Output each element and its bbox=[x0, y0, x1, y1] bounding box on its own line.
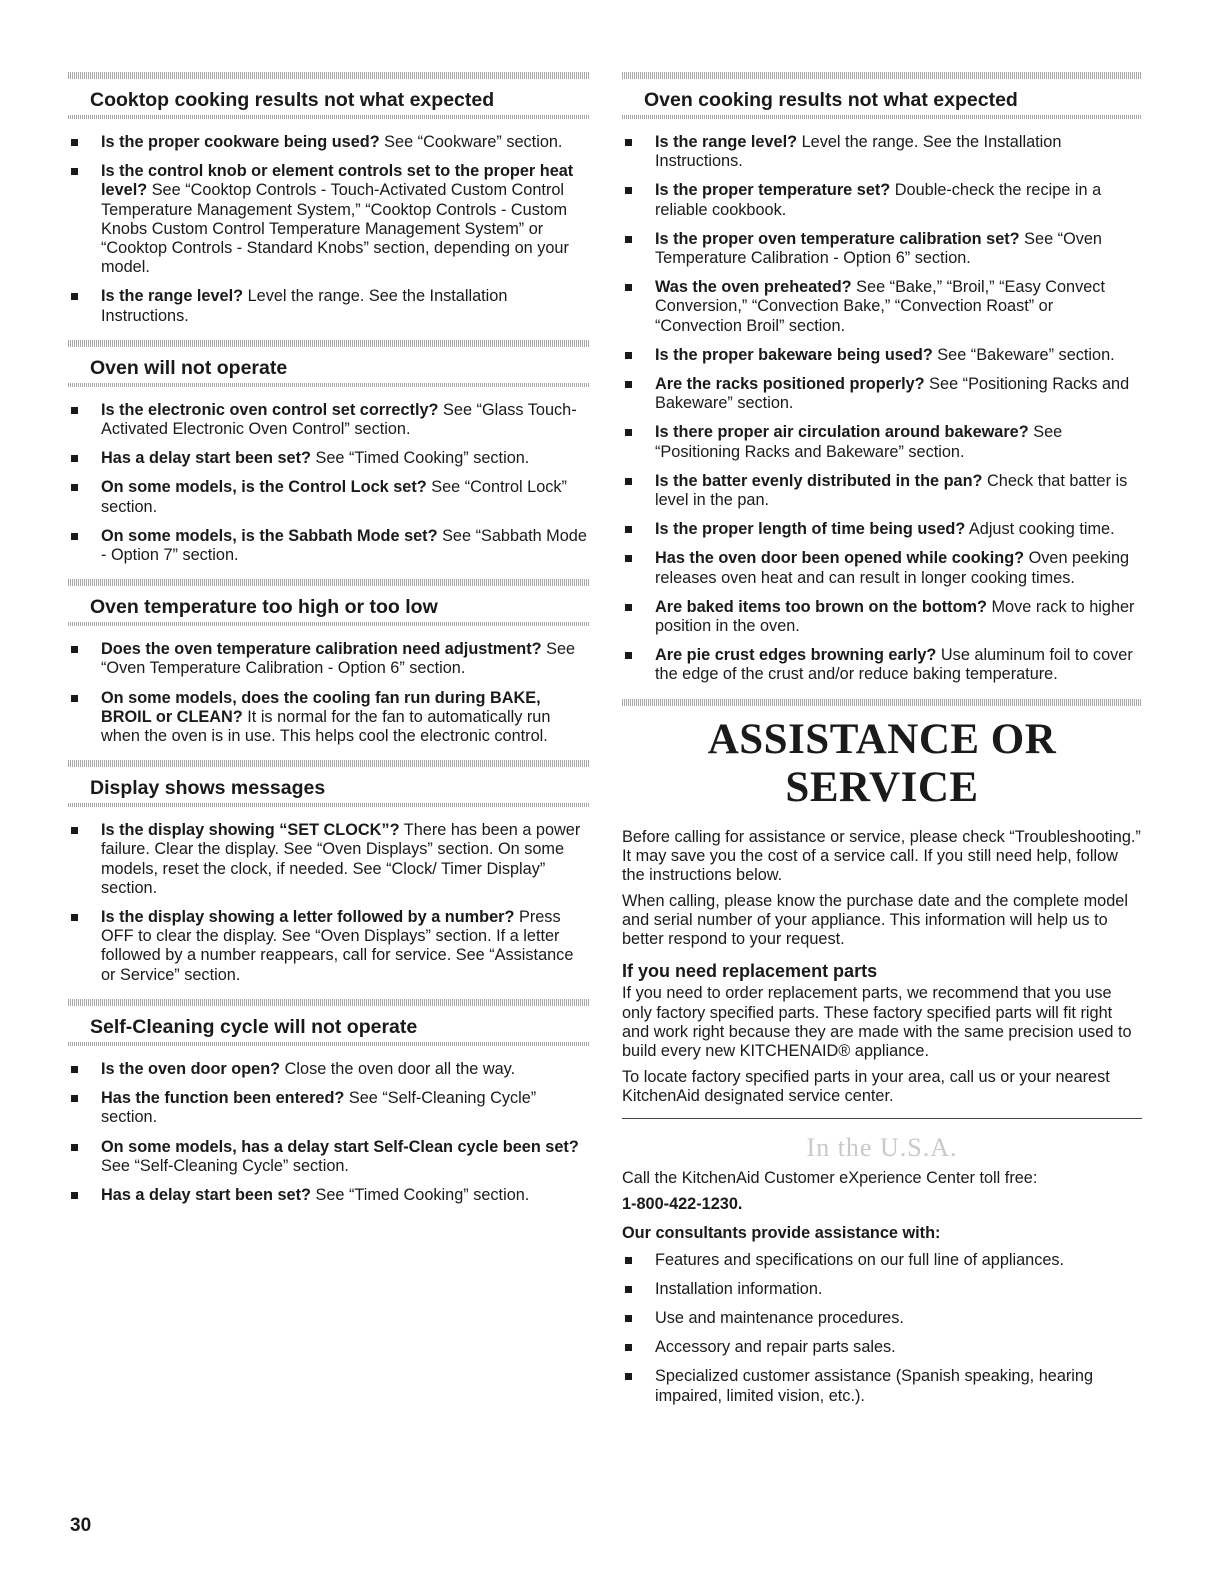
list-item bbox=[68, 478, 590, 516]
section-title: Oven will not operate bbox=[90, 356, 288, 379]
list-item bbox=[68, 1186, 590, 1205]
answer: See “Oven Temperature Calibration - Option 6” section. bbox=[101, 640, 576, 678]
answer: Press OFF to clear the display. See “Oven Displays” section. If a letter followed by a number reappears, call for service. See “Assistance or Service” section. bbox=[101, 908, 574, 984]
list-item bbox=[68, 1089, 590, 1127]
section-title: Self-Cleaning cycle will not operate bbox=[90, 1015, 418, 1038]
answer: See “Control Lock” section. bbox=[101, 478, 567, 516]
question: On some models, is the Control Lock set? bbox=[101, 478, 427, 497]
answer: See “Glass Touch-Activated Electronic Oven Control” section. bbox=[101, 400, 577, 439]
question: Is the proper temperature set? bbox=[655, 181, 891, 200]
list-item bbox=[68, 640, 590, 678]
consultants-heading: Our consultants provide assistance with: bbox=[622, 1223, 941, 1242]
question: Is the proper length of time being used? bbox=[655, 520, 966, 539]
question: Is the range level? bbox=[101, 287, 244, 306]
list-item bbox=[68, 449, 590, 468]
question: Is the display showing a letter followed by a number? bbox=[101, 908, 515, 927]
answer: See “Cookware” section. bbox=[379, 133, 563, 151]
question: Is the proper oven temperature calibration set? bbox=[655, 229, 1020, 248]
list-item bbox=[622, 598, 1142, 636]
list-item bbox=[622, 230, 1142, 268]
question: On some models, does the cooling fan run during BAKE, BROIL or CLEAN? bbox=[101, 688, 541, 726]
list-item bbox=[622, 520, 1142, 539]
question: Are baked items too brown on the bottom? bbox=[655, 597, 987, 616]
replacement-parts-text: If you need to order replacement parts, we recommend that you use only factory specified parts. These factory specified parts will fit right and work right because they are made with the same precision used to build every new KITCHENAID® appliance. bbox=[622, 984, 1132, 1061]
list-item bbox=[68, 821, 590, 898]
call-text: Call the KitchenAid Customer eXperience Center toll free: bbox=[622, 1169, 1038, 1188]
answer: It is normal for the fan to automatically run when the oven is in use. This helps cool the electronic control. bbox=[101, 707, 551, 746]
answer: Oven peeking releases oven heat and can result in longer cooking times. bbox=[655, 549, 1130, 587]
right-column bbox=[622, 72, 1142, 1420]
answer: There has been a power failure. Clear the display. See “Oven Displays” section. On some models, reset the clock, if needed. See “Clock/ Timer Display” section. bbox=[101, 821, 581, 897]
list-item bbox=[622, 549, 1142, 587]
answer: See “Self-Cleaning Cycle” section. bbox=[101, 1156, 349, 1175]
question: Is the proper cookware being used? bbox=[101, 133, 380, 151]
phone-number: 1-800-422-1230. bbox=[622, 1194, 743, 1213]
section-heading bbox=[68, 586, 590, 626]
list-item: Specialized customer assistance (Spanish speaking, hearing impaired, limited vision, etc.). bbox=[622, 1367, 1142, 1405]
list-item bbox=[68, 287, 590, 325]
question: Is the oven door open? bbox=[101, 1059, 281, 1078]
section-title-rule bbox=[68, 383, 590, 387]
question: Does the oven temperature calibration need adjustment? bbox=[101, 640, 542, 659]
section-top-rule bbox=[68, 760, 590, 767]
question: Is the proper bakeware being used? bbox=[655, 345, 933, 364]
answer: Double-check the recipe in a reliable cookbook. bbox=[655, 181, 1102, 219]
answer: See “Oven Temperature Calibration - Option 6” section. bbox=[655, 229, 1102, 268]
list-item bbox=[68, 527, 590, 565]
troubleshooting-list bbox=[68, 401, 590, 565]
list-item bbox=[68, 908, 590, 985]
section-top-rule bbox=[68, 999, 590, 1006]
list-item bbox=[68, 133, 590, 152]
answer: See “Bake,” “Broil,” “Easy Convect Conversion,” “Convection Bake,” “Convection Roast” or “Convection Broil” section. bbox=[655, 278, 1105, 335]
list-item: Use and maintenance procedures. bbox=[622, 1309, 1142, 1328]
section-title: Cooktop cooking results not what expected bbox=[90, 89, 495, 111]
answer: Level the range. See the Installation Instructions. bbox=[655, 133, 1062, 171]
troubleshooting-list bbox=[68, 821, 590, 985]
question: On some models, has a delay start Self-Clean cycle been set? bbox=[101, 1137, 579, 1156]
answer: See “Positioning Racks and Bakeware” section. bbox=[655, 375, 1130, 413]
section-title-rule bbox=[68, 115, 590, 119]
usa-heading: In the U.S.A. bbox=[806, 1133, 958, 1163]
section-title-rule bbox=[622, 115, 1142, 119]
section-top-rule bbox=[68, 72, 590, 79]
list-item bbox=[68, 689, 590, 747]
section-top-rule bbox=[622, 699, 1142, 706]
answer: Use aluminum foil to cover the edge of the crust and/or reduce baking temperature. bbox=[655, 646, 1133, 684]
question: Is the control knob or element controls set to the proper heat level? bbox=[101, 162, 574, 200]
section-heading bbox=[68, 1006, 590, 1046]
troubleshooting-list bbox=[68, 133, 590, 326]
page-number: 30 bbox=[70, 1515, 92, 1536]
answer: Adjust cooking time. bbox=[965, 520, 1115, 539]
list-item bbox=[68, 162, 590, 277]
consultant-list bbox=[622, 1251, 1142, 1406]
answer: See “Cooktop Controls - Touch-Activated Custom Control Temperature Management System,” “Cooktop Controls - Custom Knobs Custom Control Temperature Management System” or “Cooktop Controls - Standard Knobs” section, depending on your model. bbox=[101, 181, 569, 277]
section-heading bbox=[68, 767, 590, 807]
section-top-rule bbox=[68, 340, 590, 347]
assistance-title: ASSISTANCE OR SERVICE bbox=[707, 715, 1057, 811]
assistance-intro: Before calling for assistance or service, please check “Troubleshooting.” It may save you the cost of a service call. If you still need help, follow the instructions below. bbox=[622, 827, 1141, 885]
list-item bbox=[622, 423, 1142, 461]
answer: See “Sabbath Mode - Option 7” section. bbox=[101, 526, 587, 565]
list-item: Accessory and repair parts sales. bbox=[622, 1338, 1142, 1357]
section-heading bbox=[68, 79, 590, 119]
answer: Check that batter is level in the pan. bbox=[655, 471, 1128, 510]
answer: See “Bakeware” section. bbox=[932, 345, 1115, 364]
answer: Move rack to higher position in the oven. bbox=[655, 597, 1135, 636]
section-heading bbox=[68, 347, 590, 387]
question: Is there proper air circulation around bakeware? bbox=[655, 423, 1029, 442]
list-item: Features and specifications on our full line of appliances. bbox=[622, 1251, 1142, 1270]
replacement-parts-text: To locate factory specified parts in your area, call us or your nearest KitchenAid designated service center. bbox=[622, 1067, 1110, 1105]
question: Is the display showing “SET CLOCK”? bbox=[101, 821, 400, 840]
answer: See “Self-Cleaning Cycle” section. bbox=[101, 1089, 537, 1127]
assistance-intro: When calling, please know the purchase date and the complete model and serial number of your appliance. This information will help us to better respond to your request. bbox=[622, 891, 1128, 949]
question: Was the oven preheated? bbox=[655, 278, 852, 297]
troubleshooting-list bbox=[68, 1060, 590, 1205]
troubleshooting-list bbox=[68, 640, 590, 746]
question: Are the racks positioned properly? bbox=[655, 375, 925, 394]
question: Has a delay start been set? bbox=[101, 449, 311, 468]
list-item bbox=[68, 1060, 590, 1079]
list-item bbox=[622, 133, 1142, 171]
list-item bbox=[68, 1138, 590, 1176]
answer: See “Timed Cooking” section. bbox=[310, 1185, 530, 1204]
list-item: Installation information. bbox=[622, 1280, 1142, 1299]
answer: Close the oven door all the way. bbox=[280, 1059, 516, 1078]
list-item bbox=[622, 346, 1142, 365]
question: On some models, is the Sabbath Mode set? bbox=[101, 526, 438, 545]
answer: See “Timed Cooking” section. bbox=[310, 449, 530, 468]
question: Is the batter evenly distributed in the pan? bbox=[655, 471, 983, 490]
answer: See “Positioning Racks and Bakeware” section. bbox=[655, 423, 1063, 461]
question: Has the oven door been opened while cooking? bbox=[655, 549, 1025, 568]
question: Is the range level? bbox=[655, 133, 798, 151]
section-title: Display shows messages bbox=[90, 777, 326, 800]
question: Are pie crust edges browning early? bbox=[655, 646, 937, 665]
section-title-rule bbox=[68, 803, 590, 807]
troubleshooting-list bbox=[622, 133, 1142, 685]
section-title: Oven temperature too high or too low bbox=[90, 596, 438, 619]
list-item bbox=[622, 646, 1142, 684]
list-item bbox=[622, 472, 1142, 510]
list-item bbox=[622, 181, 1142, 219]
list-item bbox=[622, 375, 1142, 413]
section-top-rule bbox=[622, 72, 1142, 79]
question: Has the function been entered? bbox=[101, 1089, 345, 1108]
section-top-rule bbox=[68, 579, 590, 586]
section-title-rule bbox=[68, 1042, 590, 1046]
section-title: Oven cooking results not what expected bbox=[644, 89, 1018, 111]
question: Has a delay start been set? bbox=[101, 1185, 311, 1204]
list-item bbox=[622, 278, 1142, 336]
left-column bbox=[68, 72, 590, 1219]
section-title-rule bbox=[68, 622, 590, 626]
section-heading bbox=[622, 79, 1142, 119]
answer: Level the range. See the Installation Instructions. bbox=[101, 287, 508, 325]
divider bbox=[622, 1118, 1142, 1119]
replacement-parts-heading: If you need replacement parts bbox=[622, 961, 878, 982]
question: Is the electronic oven control set correctly? bbox=[101, 400, 439, 419]
list-item bbox=[68, 401, 590, 439]
